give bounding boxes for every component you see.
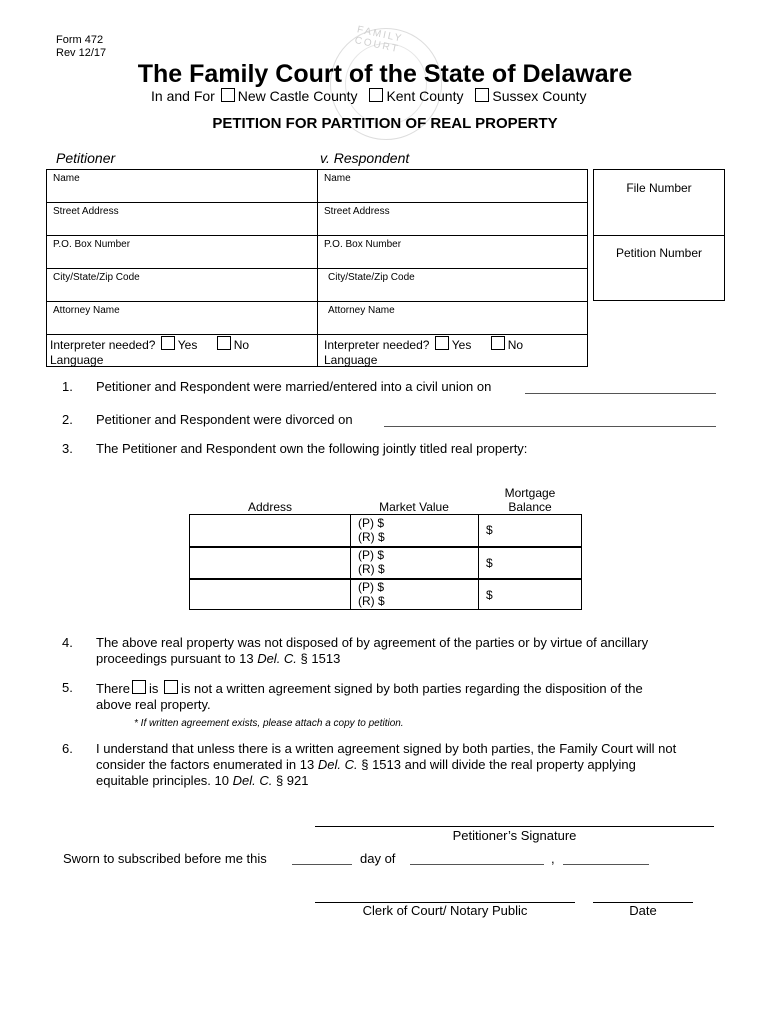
- respondent-value-label: (R) $: [358, 594, 385, 608]
- address-header: Address: [247, 500, 293, 514]
- petitioner-signature-field[interactable]: [315, 826, 714, 827]
- respondent-name-field[interactable]: [317, 169, 588, 202]
- respondent-pobox-field[interactable]: [317, 235, 588, 268]
- del-code-citation: Del. C.: [232, 773, 273, 788]
- property-2-market-value[interactable]: [358, 548, 385, 576]
- sussex-label: Sussex County: [492, 88, 587, 104]
- field-label: Street Address: [324, 206, 390, 217]
- item-1-number: 1.: [62, 379, 73, 394]
- clerk-label: Clerk of Court/ Notary Public: [362, 903, 528, 918]
- item-6-line2a: consider the factors enumerated in 13: [96, 757, 315, 772]
- field-label: Attorney Name: [53, 305, 120, 316]
- market-value-header: Market Value: [379, 500, 449, 514]
- item-2-number: 2.: [62, 412, 73, 427]
- petition-subtitle: PETITION FOR PARTITION OF REAL PROPERTY: [212, 115, 558, 132]
- petitioner-city-field[interactable]: [46, 268, 317, 301]
- county-selection: [151, 88, 587, 104]
- item-5-there: There: [96, 681, 130, 696]
- form-revision: Rev 12/17: [56, 47, 107, 59]
- day-of-label: day of: [360, 851, 396, 866]
- seal-text: FAMILY COURT: [353, 24, 404, 56]
- item-6-text: [96, 741, 676, 789]
- item-2-text: Petitioner and Respondent were divorced on: [96, 412, 353, 427]
- item-4-line1: The above real property was not disposed of by agreement of the parties or by virtue of ancillary: [96, 635, 649, 650]
- divorce-date-field[interactable]: [384, 426, 716, 427]
- language-label: Language: [50, 353, 104, 367]
- yes-label: Yes: [451, 338, 472, 352]
- agreement-is-not-checkbox[interactable]: [164, 680, 178, 694]
- new-castle-label: New Castle County: [237, 88, 358, 104]
- respondent-label: v. Respondent: [320, 150, 410, 166]
- item-5-number: 5.: [62, 680, 73, 695]
- property-3-address-field[interactable]: [190, 580, 350, 610]
- field-label: City/State/Zip Code: [53, 272, 140, 283]
- petitioner-pobox-field[interactable]: [46, 235, 317, 268]
- item-1-text: Petitioner and Respondent were married/entered into a civil union on: [96, 379, 492, 394]
- petitioner-name-field[interactable]: [46, 169, 317, 202]
- form-number: Form 472: [56, 34, 104, 46]
- del-code-citation: Del. C.: [257, 651, 297, 666]
- respondent-interpreter: [324, 336, 523, 368]
- field-label: Name: [324, 173, 351, 184]
- petitioner-interpreter: [50, 336, 249, 368]
- property-2-address-field[interactable]: [190, 548, 350, 578]
- property-3-mortgage[interactable]: $: [486, 588, 493, 602]
- item-6-line3b: § 921: [275, 773, 309, 788]
- interpreter-label: Interpreter needed?: [324, 338, 430, 352]
- field-label: Street Address: [53, 206, 119, 217]
- item-5-text: [96, 680, 643, 713]
- item-3-text: The Petitioner and Respondent own the following jointly titled real property:: [96, 441, 528, 456]
- respondent-interpreter-no-checkbox[interactable]: [491, 336, 505, 350]
- item-5-line2: above real property.: [96, 697, 211, 712]
- sworn-text: Sworn to subscribed before me this: [63, 851, 267, 866]
- item-6-line3a: equitable principles. 10: [96, 773, 229, 788]
- in-and-for-label: In and For: [151, 88, 215, 104]
- item-6-line2b: § 1513 and will divide the real property applying: [361, 757, 636, 772]
- petitioner-interpreter-yes-checkbox[interactable]: [161, 336, 175, 350]
- petition-number-label: Petition Number: [615, 246, 703, 260]
- property-1-market-value[interactable]: [358, 516, 385, 544]
- sussex-checkbox[interactable]: [475, 88, 489, 102]
- property-1-address-field[interactable]: [190, 515, 350, 546]
- field-label: City/State/Zip Code: [328, 272, 415, 283]
- petitioner-value-label: (P) $: [358, 580, 385, 594]
- date-label: Date: [629, 903, 657, 918]
- field-label: P.O. Box Number: [324, 239, 402, 250]
- petitioner-label: Petitioner: [56, 150, 116, 166]
- petitioner-value-label: (P) $: [358, 548, 385, 562]
- petitioner-street-field[interactable]: [46, 202, 317, 235]
- field-label: P.O. Box Number: [53, 239, 131, 250]
- field-label: Attorney Name: [328, 305, 395, 316]
- kent-checkbox[interactable]: [369, 88, 383, 102]
- petitioner-value-label: (P) $: [358, 516, 385, 530]
- attachment-note: * If written agreement exists, please attach a copy to petition.: [134, 718, 404, 729]
- item-3-number: 3.: [62, 441, 73, 456]
- item-6-line1: I understand that unless there is a written agreement signed by both parties, the Family Court will not: [96, 741, 677, 756]
- property-1-mortgage[interactable]: $: [486, 523, 493, 537]
- respondent-attorney-field[interactable]: [317, 301, 588, 334]
- item-4-number: 4.: [62, 635, 73, 650]
- kent-label: Kent County: [386, 88, 464, 104]
- file-number-label: File Number: [626, 181, 692, 195]
- no-label: No: [507, 338, 524, 352]
- mortgage-label: Mortgage: [504, 486, 556, 500]
- respondent-street-field[interactable]: [317, 202, 588, 235]
- item-5-is: is: [148, 681, 159, 696]
- property-2-mortgage[interactable]: $: [486, 556, 493, 570]
- field-label: Name: [53, 173, 80, 184]
- respondent-interpreter-yes-checkbox[interactable]: [435, 336, 449, 350]
- petition-number-field[interactable]: [593, 235, 725, 301]
- agreement-is-checkbox[interactable]: [132, 680, 146, 694]
- balance-label: Balance: [508, 500, 552, 514]
- sworn-year-field[interactable]: [563, 864, 649, 865]
- respondent-value-label: (R) $: [358, 530, 385, 544]
- property-3-market-value[interactable]: [358, 580, 385, 608]
- new-castle-checkbox[interactable]: [221, 88, 235, 102]
- item-6-number: 6.: [62, 741, 73, 756]
- petitioner-signature-label: Petitioner’s Signature: [452, 828, 577, 843]
- section-citation: § 1513: [300, 651, 341, 666]
- petitioner-attorney-field[interactable]: [46, 301, 317, 334]
- item-4-text: [96, 635, 648, 667]
- yes-label: Yes: [177, 338, 198, 352]
- del-code-citation: Del. C.: [317, 757, 358, 772]
- mortgage-balance-header: [478, 486, 582, 514]
- petitioner-interpreter-no-checkbox[interactable]: [217, 336, 231, 350]
- comma-label: ,: [551, 851, 555, 866]
- sworn-day-field[interactable]: [292, 864, 352, 865]
- interpreter-label: Interpreter needed?: [50, 338, 156, 352]
- respondent-value-label: (R) $: [358, 562, 385, 576]
- court-title: The Family Court of the State of Delaware: [137, 60, 633, 88]
- item-5-is-not: is not a written agreement signed by both parties regarding the disposition of the: [180, 681, 643, 696]
- item-4-line2: proceedings pursuant to 13: [96, 651, 254, 666]
- file-number-field[interactable]: [593, 169, 725, 235]
- respondent-city-field[interactable]: [317, 268, 588, 301]
- no-label: No: [233, 338, 250, 352]
- sworn-month-field[interactable]: [410, 864, 544, 865]
- language-label: Language: [324, 353, 378, 367]
- marriage-date-field[interactable]: [525, 393, 716, 394]
